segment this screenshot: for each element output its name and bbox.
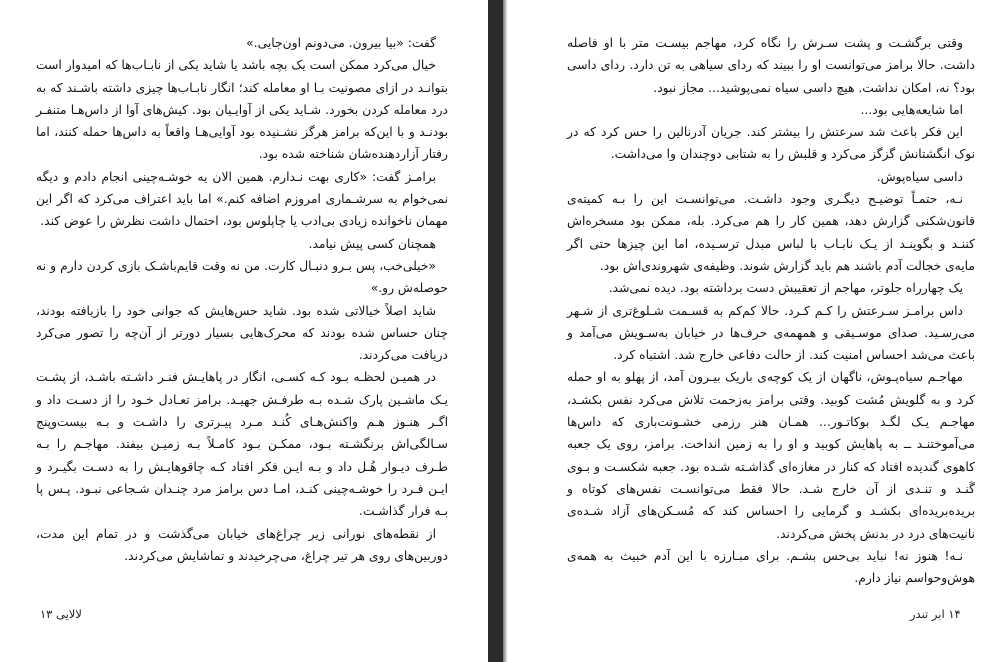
paragraph: «خیلی‌خب، پس بـرو دنبـال کارت. من نه وقت قایم‌باشـک بازی کردن دارم و نه حوصله‌ش رو.» — [36, 258, 448, 296]
book-spine — [488, 0, 503, 662]
paragraph: نـه! هنوز نه! نباید بی‌حس بشـم. برای مبـارزه با این آدم خبیث به همه‌ی هوش‌وحواسم نیاز دارم. — [567, 548, 975, 586]
page-gutter-shadow — [503, 0, 507, 662]
paragraph: مهاجـم سیاه‌پـوش، ناگهان از یک کوچه‌ی باریک بیـرون آمد، از پهلو به او حمله کرد و به گلویش مُشت کوبید. وقتی برامز به‌زحمت تلاش می‌کرد نفس بکشـد، مهاجـم یـک لگـد بوکاتـور... همـان هنر رزمی خشـونت‌باری که داس‌ها می‌آموختنـد ــ به پاهایش کوبید و او را به زمین انداخت. برامز، روی یک جعبه کاهوی گندیده افتاد که کنار در مغازه‌ای گذاشـته شـده بود. جعبه شکسـت و بـوی گَنـد و تنـدی از آن خارج شـد. حالا فقط می‌توانسـت نفس‌های کوتاه و بریده‌بریده‌ای بکشـد و گرمایی را احساس کند که مُسـکن‌های آزاد شـده‌ی نانیت‌های درد در بدنش پخش می‌کردند. — [567, 370, 975, 541]
paragraph: داسی سیاه‌پوش. — [876, 169, 963, 184]
right-page-footer: ۱۴ ابر تندر — [910, 607, 961, 621]
paragraph: یک چهارراه جلوتر، مهاجم از تعقیبش دست برداشته بود. دیده نمی‌شد. — [608, 281, 963, 296]
paragraph: اما شایعه‌هایی بود... — [860, 102, 963, 117]
paragraph: شاید اصلاً خیالاتی شده بود. شاید حس‌هایش که جوانی خود را بازیافته بودند، چنان حساس شده بودند که محرک‌هایی بسیار دورتر از آن‌چه را تصور می‌کرد دریافت می‌کردند. — [36, 303, 448, 363]
paragraph: برامـز گفت: «کاری بهت نـدارم. همین الان یه خوشـه‌چینی انجام دادم و دیگه نمی‌خوام به سرشـماری امروزم اضافه کنم.» اما باید اعتراف می‌کرد که اگر این مهمان ناخوانده زیادی بی‌ادب یا چاپلوس بود، احتمال داشت نظرش را عوض کند. — [36, 169, 448, 229]
paragraph: همچنان کسی پیش نیامد. — [308, 236, 436, 251]
right-page-body — [567, 32, 975, 589]
paragraph: خیال می‌کرد ممکن است یک بچه باشد یا شاید یکی از نابـاب‌ها که امیدوار است بتوانـد در ازای مصونیت بـا او معامله کند؛ انگار نابـاب‌ها چیزی داشته باشـند که به درد معامله کردن بخورد. شـاید یکی از آوایـیان بود. کیش‌های آوا از داس‌هـا متنفـر بودنـد و با این‌که برامز هرگز نشـنیده بود آوایی‌هـا واقعاً به داس‌ها حمله کنند، اما رفتار آزاردهنده‌شان شناخته شده بود. — [36, 58, 448, 162]
left-page-footer: لالایی ۱۳ — [40, 607, 82, 621]
paragraph: وقتی برگشـت و پشت سـرش را نگاه کرد، مهاجم بیسـت متر با او فاصله داشت. حالا برامز می‌توانست او را ببیند که ردای سیاهی به تن دارد. ردای داسی بود؟ نه، امکان نداشت. هیچ داسی سیاه نمی‌پوشید... مجاز نبود. — [567, 36, 975, 95]
left-page-body — [36, 32, 448, 567]
paragraph: نـه، حتمـاً توضیـح دیگـری وجود داشـت. می‌توانسـت این را بـه کمیته‌ی قانون‌شکنی گزارش دهد، همین کار را هم می‌کرد. بله، ممکن بود مسخره‌اش کننـد و بگوینـد از یـک نابـاب با لباس مبدل ترسـیده، اما این چیزها حتی اگر مایه‌ی خجالت آدم باشند هم باید گزارش شوند. وظیفه‌ی شهروندی‌اش بود. — [567, 192, 975, 273]
paragraph: این فکر باعث شد سرعتش را بیشتر کند. جریان آدرنالین را حس کرد که در نوک انگشتانش گزگز می‌کرد و قلبش را به شتابی دوچندان وا می‌داشت. — [567, 125, 975, 162]
paragraph: گفت: «بیا بیرون. می‌دونم اون‌جایی.» — [246, 36, 436, 50]
paragraph: داس برامـز سـرعتش را کـم کـرد. حالا کم‌کم به قسـمت شـلوغ‌تری از شـهر می‌رسـید. صدای موسـیقی و همهمه‌ی حرف‌ها در خیابان به‌سـویش می‌آمد و باعث می‌شد احساس امنیت کند. از حالت دفاعی خارج شد. اشتباه کرد. — [567, 303, 975, 363]
paragraph: در همیـن لحظـه بـود کـه کسـی، انگار در پاهایـش فنـر داشـته باشـد، از پشـت یـک ماشـین پارک شـده بـه طرفـش جهیـد. برامز تعـادل خـود را از دسـت داد و اگـر هنـوز هـم واکنش‌هـای کُنـد مـرد پیـرتری را داشـت و بـه بیست‌وپنج سـالگی‌اش برنگشـته بـود، ممکـن بـود کامـلاً بـه زمیـن بیفتد. مهاجـم را بـه طـرف دیـوار هُـل داد و بـه ایـن فکر افتاد کـه چاقوهایـش را به دسـت بگیـرد و ایـن فـرد را خوشـه‌چینی کنـد، امـا دس برامز مرد چنـدان شـجاعی نبـود. پـس پا بـه فرار گذاشـت. — [36, 370, 448, 519]
paragraph: از نقطه‌های نورانی زیر چراغ‌های خیابان می‌گذشت و در تمام این مدت، دوربین‌های روی هر تیر چراغ، می‌چرخیدند و تماشایش می‌کردند. — [36, 526, 448, 563]
